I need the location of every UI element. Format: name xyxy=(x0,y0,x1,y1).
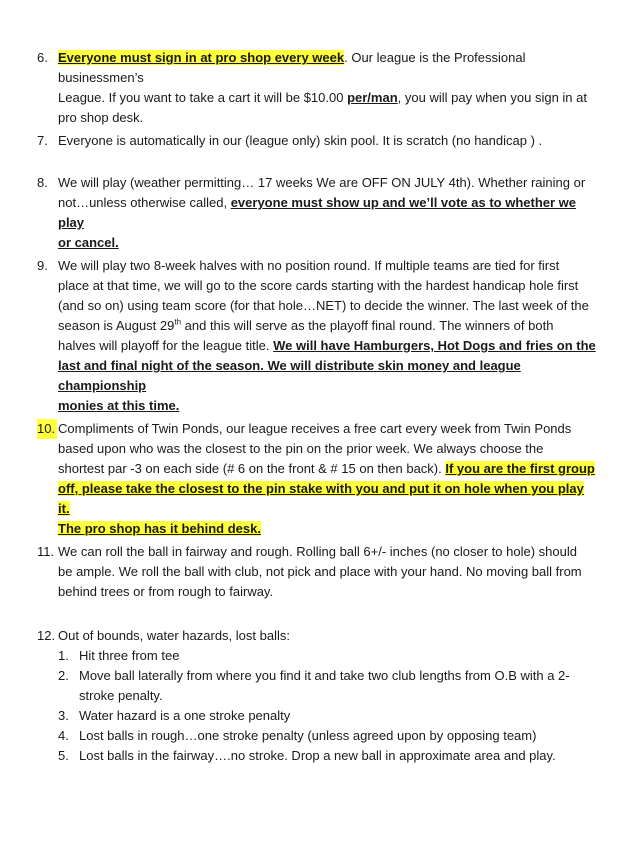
highlighted-text: The pro shop has it behind desk. xyxy=(58,521,261,536)
item-body xyxy=(58,173,598,253)
highlighted-text: If you are the first group xyxy=(445,461,595,476)
sub-item-number: 2. xyxy=(58,668,69,683)
item-body xyxy=(58,131,598,151)
text-line: place at that time, we will go to the score cards starting with the hardest handicap hole first xyxy=(58,278,579,293)
text-line: . Our league is the Professional businessmen’s xyxy=(58,50,526,85)
text-line: We can roll the ball in fairway and rough. Rolling ball 6+/- inches (no closer to hole) should xyxy=(58,544,577,559)
text-line: not…unless otherwise called, xyxy=(58,195,231,210)
item-number: 12. xyxy=(37,628,56,643)
underlined-text: per/man xyxy=(347,90,398,105)
item-number: 8. xyxy=(37,175,48,190)
sub-item-text: Lost balls in rough…one stroke penalty (unless agreed upon by opposing team) xyxy=(79,728,537,743)
text-line: We will play (weather permitting… 17 weeks We are OFF ON JULY 4th). Whether raining or xyxy=(58,175,586,190)
text-line: pro shop desk. xyxy=(58,110,144,125)
sub-list-item xyxy=(58,706,598,726)
item-number: 6. xyxy=(37,50,48,65)
item-body xyxy=(58,626,598,766)
item-body xyxy=(58,256,598,416)
underlined-text: monies at this time. xyxy=(58,398,180,413)
item-body xyxy=(58,48,598,128)
sub-item-number: 3. xyxy=(58,708,69,723)
sub-list-item xyxy=(58,726,598,746)
text-line: , you will pay when you sign in at xyxy=(397,90,587,105)
sub-item-text: Water hazard is a one stroke penalty xyxy=(79,708,291,723)
highlighted-text: Everyone must sign in at pro shop every week xyxy=(58,50,345,65)
text-line: behind trees or from rough to fairway. xyxy=(58,584,274,599)
item-number: 7. xyxy=(37,133,48,148)
text-line: shortest par -3 on each side (# 6 on the front & # 15 on then back). xyxy=(58,461,446,476)
underlined-text: everyone must show up and we’ll vote as to whether we play xyxy=(58,195,577,230)
text-line: and this will serve as the playoff final round. The winners of both xyxy=(181,318,554,333)
text-line: be ample. We roll the ball with club, not pick and place with your hand. No moving ball from xyxy=(58,564,582,579)
text-line: Out of bounds, water hazards, lost balls: xyxy=(58,628,290,643)
sub-item-text: Move ball laterally from where you find it and take two club lengths from O.B with a 2- xyxy=(79,668,570,683)
sub-item-text: stroke penalty. xyxy=(79,688,163,703)
item-body xyxy=(58,542,598,602)
text-line: halves will playoff for the league title. xyxy=(58,338,274,353)
sub-item-number: 1. xyxy=(58,648,69,663)
sub-list xyxy=(58,646,598,766)
text-line: We will play two 8-week halves with no position round. If multiple teams are tied for first xyxy=(58,258,560,273)
text-line: Compliments of Twin Ponds, our league receives a free cart every week from Twin Ponds xyxy=(58,421,572,436)
item-body xyxy=(58,419,598,539)
sub-item-text: Lost balls in the fairway….no stroke. Drop a new ball in approximate area and play. xyxy=(79,748,556,763)
sub-item-text: Hit three from tee xyxy=(79,648,180,663)
item-number: 11. xyxy=(37,544,55,559)
highlighted-text: off, please take the closest to the pin stake with you and put it on hole when you play it. xyxy=(58,481,584,516)
text-line: based upon who was the closest to the pin on the prior week. We always choose the xyxy=(58,441,544,456)
item-number: 10. xyxy=(37,419,57,439)
text-line: (and so on) using team score (for that hole…NET) to decide the winner. The last week of the xyxy=(58,298,589,313)
sub-list-item xyxy=(58,746,598,766)
text-line: Everyone is automatically in our (league only) skin pool. It is scratch (no handicap ) . xyxy=(58,133,543,148)
text-line: season is August 29 xyxy=(58,318,175,333)
sub-item-number: 5. xyxy=(58,748,69,763)
sub-item-number: 4. xyxy=(58,728,69,743)
sub-list-item xyxy=(58,646,598,666)
underlined-text: or cancel. xyxy=(58,235,119,250)
underlined-text: last and final night of the season. We will distribute skin money and league championship xyxy=(58,358,521,393)
item-number: 9. xyxy=(37,258,48,273)
sub-list-item xyxy=(58,666,598,706)
superscript: th xyxy=(174,317,182,327)
underlined-text: We will have Hamburgers, Hot Dogs and fries on the xyxy=(273,338,596,353)
text-line: League. If you want to take a cart it will be $10.00 xyxy=(58,90,348,105)
